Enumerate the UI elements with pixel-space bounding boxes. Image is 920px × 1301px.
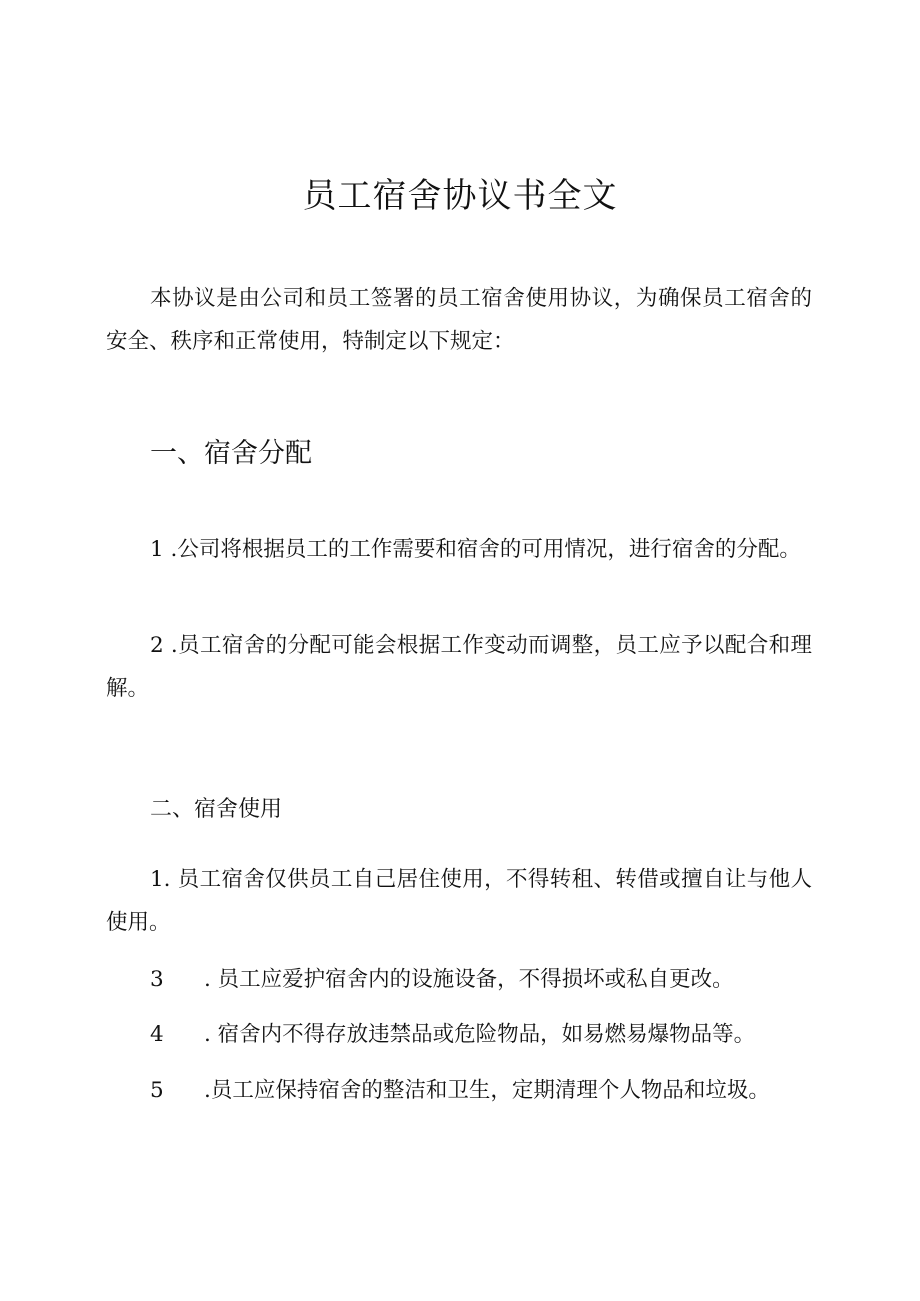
allocation-item-1: 1 .公司将根据员工的工作需要和宿舍的可用情况，进行宿舍的分配。 [150, 537, 801, 562]
item-text: . 宿舍内不得存放违禁品或危险物品，如易燃易爆物品等。 [204, 1022, 756, 1047]
usage-item-5 [150, 1071, 770, 1111]
usage-item-1: 1. 员工宿舍仅供员工自己居住使用，不得转租、转借或擅自让与他人使用。 [106, 867, 812, 935]
document-title: 员工宿舍协议书全文 [302, 176, 618, 216]
intro-paragraph: 本协议是由公司和员工签署的员工宿舍使用协议，为确保员工宿舍的安全、秩序和正常使用，特制定以下规定： [106, 286, 812, 354]
item-text: . 员工应爱护宿舍内的设施设备，不得损坏或私自更改。 [204, 967, 734, 992]
section-heading-allocation: 一、宿舍分配 [150, 438, 312, 469]
usage-item-4 [150, 1015, 755, 1055]
item-number: 3 [150, 967, 164, 992]
usage-item-3 [150, 960, 734, 1000]
item-text: .员工应保持宿舍的整洁和卫生，定期清理个人物品和垃圾。 [204, 1078, 770, 1103]
item-number: 5 [150, 1078, 164, 1103]
allocation-item-2: 2 .员工宿舍的分配可能会根据工作变动而调整，员工应予以配合和理解。 [106, 633, 812, 701]
item-number: 4 [150, 1022, 164, 1047]
section-heading-usage: 二、宿舍使用 [150, 797, 283, 822]
